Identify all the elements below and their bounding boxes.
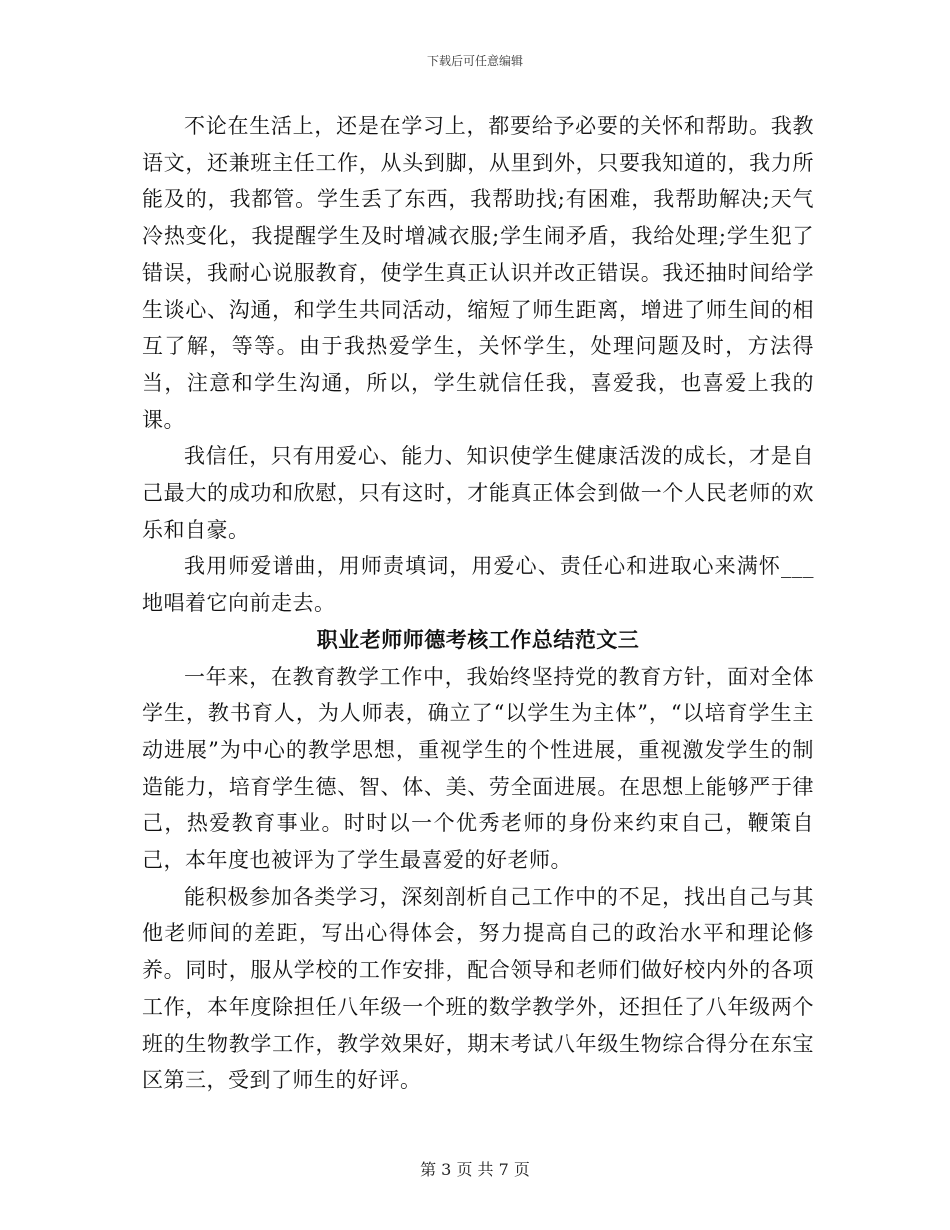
section-title: 职业老师师德考核工作总结范文三 [316, 626, 640, 652]
paragraph-belief: 我信任，只有用爱心、能力、知识使学生健康活泼的成长，才是自己最大的成功和欣慰，只有这时，才能真正体会到做一个人民老师的欢乐和自豪。 [142, 444, 814, 542]
page-header-note: 下载后可任意编辑 [426, 54, 523, 68]
paragraph-care-and-help: 不论在生活上，还是在学习上，都要给予必要的关怀和帮助。我教语文，还兼班主任工作，从头到脚，从里到外，只要我知道的，我力所能及的，我都管。学生丢了东西，我帮助找;有困难，我帮助解决;天气冷热变化，我提醒学生及时增减衣服;学生闹矛盾，我给处理;学生犯了错误，我耐心说服教育，使学生真正认识并改正错误。我还抽时间给学生谈心、沟通，和学生共同活动，缩短了师生距离，增进了师生间的相互了解，等等。由于我热爱学生，关怀学生，处理问题及时，方法得当，注意和学生沟通，所以，学生就信任我，喜爱我，也喜爱上我的课。 [142, 114, 814, 432]
paragraph-teacher-love: 我用师爱谱曲，用师责填词，用爱心、责任心和进取心来满怀___地唱着它向前走去。 [142, 554, 814, 616]
paragraph-study-and-work: 能积极参加各类学习，深刻剖析自己工作中的不足，找出自己与其他老师间的差距，写出心得体会，努力提高自己的政治水平和理论修养。同时，服从学校的工作安排，配合领导和老师们做好校内外的各项工作，本年度除担任八年级一个班的数学教学外，还担任了八年级两个班的生物教学工作，教学效果好，期末考试八年级生物综合得分在东宝区第三，受到了师生的好评。 [142, 884, 814, 1093]
page-number: 第 3 页 共 7 页 [420, 1160, 530, 1179]
document-body [142, 108, 814, 1099]
paragraph-year-summary: 一年来，在教育教学工作中，我始终坚持党的教育方针，面对全体学生，教书育人，为人师表，确立了“以学生为主体”，“以培育学生主动进展”为中心的教学思想，重视学生的个性进展，重视激发学生的制造能力，培育学生德、智、体、美、劳全面进展。在思想上能够严于律己，热爱教育事业。时时以一个优秀老师的身份来约束自己，鞭策自己，本年度也被评为了学生最喜爱的好老师。 [142, 664, 814, 873]
